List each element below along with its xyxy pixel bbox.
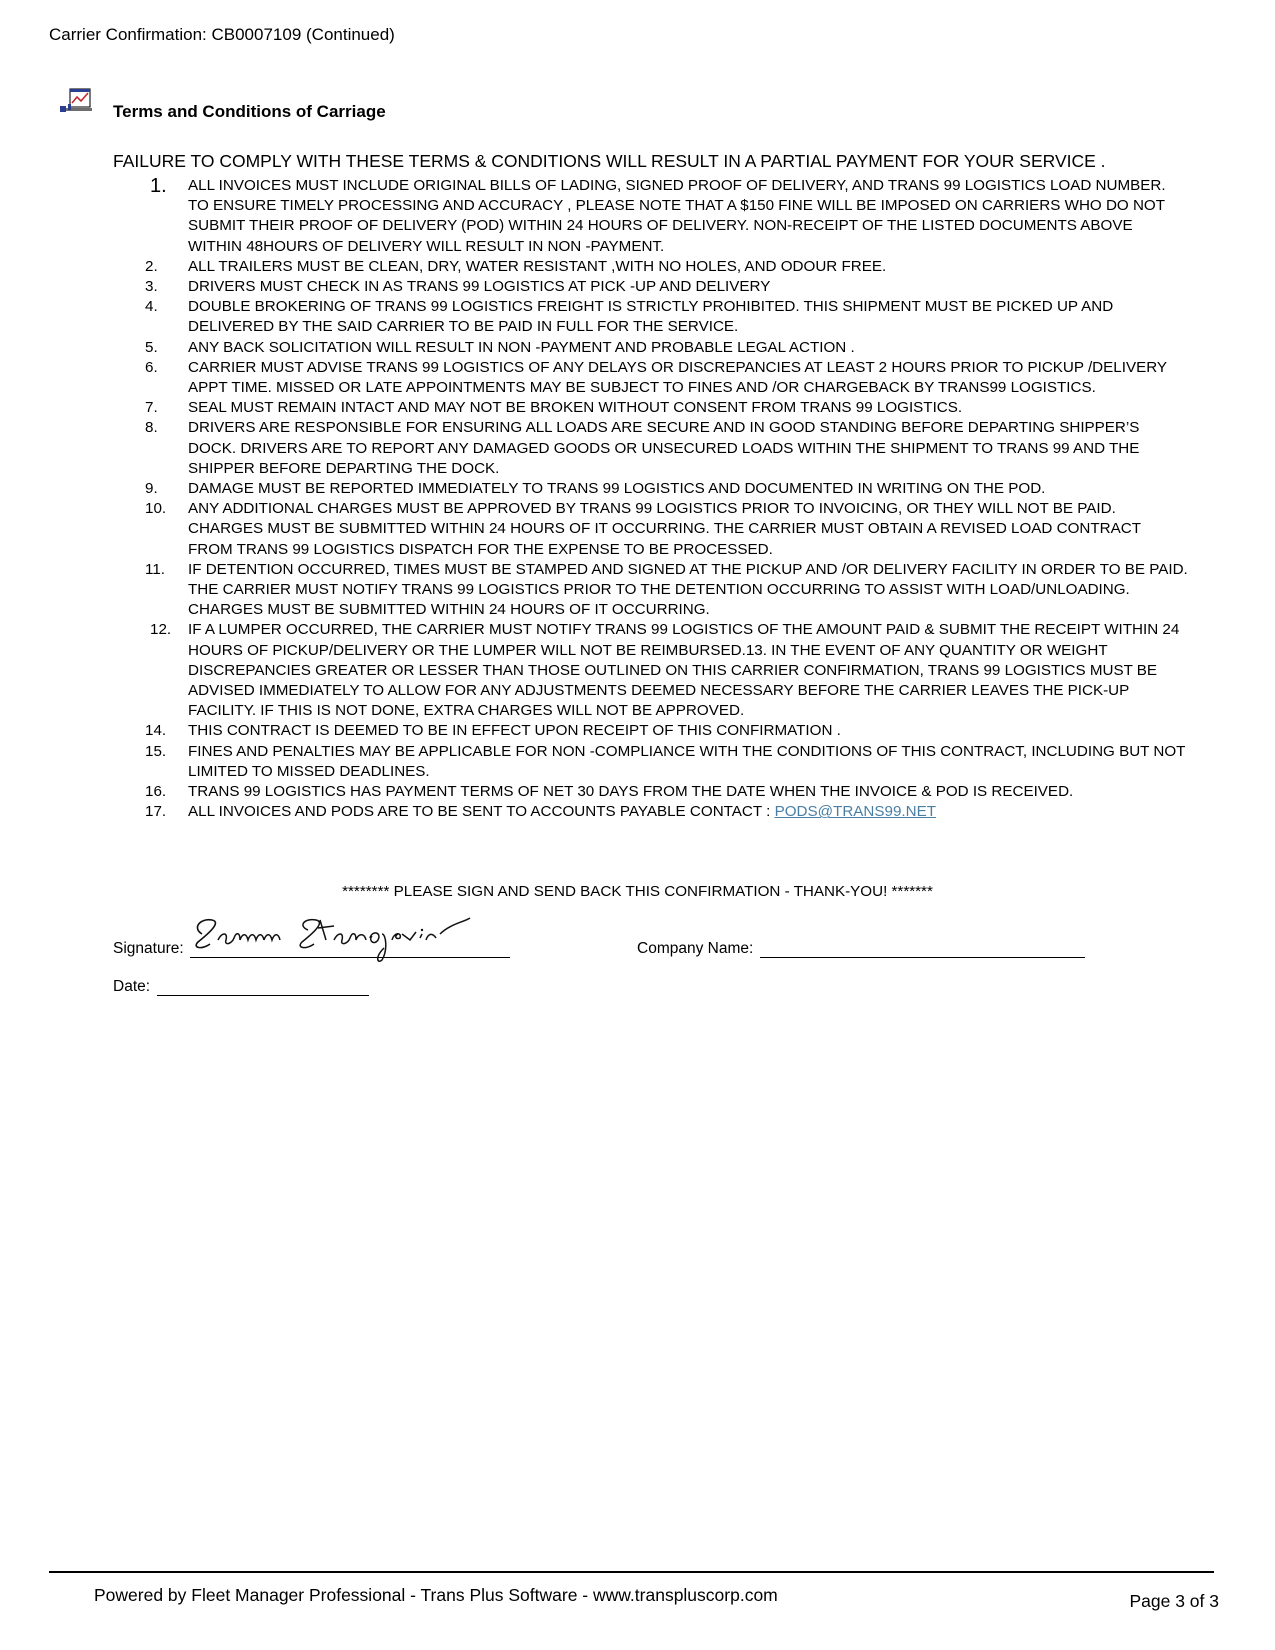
term-text: ALL INVOICES MUST INCLUDE ORIGINAL BILLS OF LADING, SIGNED PROOF OF DELIVERY, AND TRANS 99 LOGISTICS LOAD NUMBER. TO ENSURE TIMELY PROCESSING AND ACCURACY , PLEASE NOTE THAT A $150 FINE WILL BE IMPOSED ON CARRIERS WHO DO NOT SUBMIT THEIR PROOF OF DELIVERY (POD) WITHIN 24 HOURS OF DELIVERY. NON-RECEIPT OF THE LISTED DOCUMENTS ABOVE WITHIN 48HOURS OF DELIVERY WILL RESULT IN NON -PAYMENT.	[188, 177, 1166, 255]
footer-rule	[49, 1571, 1214, 1573]
term-text-body: ALL INVOICES AND PODS ARE TO BE SENT TO ACCOUNTS PAYABLE CONTACT :	[188, 803, 775, 821]
report-chart-icon	[60, 88, 96, 114]
term-item	[0, 802, 1188, 822]
term-number: 16.	[145, 783, 167, 801]
term-number: 4.	[145, 298, 158, 316]
term-item	[0, 418, 1188, 479]
term-item	[0, 620, 1188, 721]
term-item	[0, 721, 1188, 741]
term-item	[0, 560, 1188, 621]
term-text: SEAL MUST REMAIN INTACT AND MAY NOT BE BROKEN WITHOUT CONSENT FROM TRANS 99 LOGISTICS.	[188, 399, 963, 417]
date-line[interactable]	[157, 995, 369, 996]
term-text: CARRIER MUST ADVISE TRANS 99 LOGISTICS OF ANY DELAYS OR DISCREPANCIES AT LEAST 2 HOURS PRIOR TO PICKUP /DELIVERY APPT TIME. MISSED OR LATE APPOINTMENTS MAY BE SUBJECT TO FINES AND /OR CHARGEBACK BY TRANS99 LOGISTICS.	[188, 358, 1167, 397]
term-text: ANY ADDITIONAL CHARGES MUST BE APPROVED BY TRANS 99 LOGISTICS PRIOR TO INVOICING, OR THEY WILL NOT BE PAID. CHARGES MUST BE SUBMITTED WITHIN 24 HOURS OF IT OCCURRING. THE CARRIER MUST OBTAIN A REVISED LOAD CONTRACT FROM TRANS 99 LOGISTICS DISPATCH FOR THE EXPENSE TO BE PROCESSED.	[188, 500, 1141, 558]
term-number: 2.	[145, 257, 158, 275]
term-item	[0, 479, 1188, 499]
page-header-title: Carrier Confirmation: CB0007109 (Continued)	[49, 25, 395, 44]
sign-back-notice: ******** PLEASE SIGN AND SEND BACK THIS CONFIRMATION - THANK-YOU! *******	[342, 883, 933, 900]
term-text	[188, 802, 1188, 822]
term-number: 5.	[145, 338, 158, 356]
term-number: 7.	[145, 399, 158, 417]
term-number: 8.	[145, 419, 158, 437]
term-number: 1.	[150, 175, 167, 197]
term-text: TRANS 99 LOGISTICS HAS PAYMENT TERMS OF NET 30 DAYS FROM THE DATE WHEN THE INVOICE & POD IS RECEIVED.	[188, 783, 1074, 801]
term-text: THIS CONTRACT IS DEEMED TO BE IN EFFECT UPON RECEIPT OF THIS CONFIRMATION .	[188, 722, 841, 740]
term-number: 6.	[145, 358, 158, 376]
company-name-label: Company Name:	[637, 940, 754, 957]
footer-powered-by: Powered by Fleet Manager Professional - Trans Plus Software - www.transpluscorp.com	[94, 1585, 778, 1605]
term-item	[0, 257, 1188, 277]
term-text: ALL TRAILERS MUST BE CLEAN, DRY, WATER RESISTANT ,WITH NO HOLES, AND ODOUR FREE.	[188, 257, 887, 275]
term-number: 14.	[145, 722, 167, 740]
term-number: 3.	[145, 278, 158, 296]
term-item	[0, 398, 1188, 418]
terms-heading: Terms and Conditions of Carriage	[113, 102, 386, 121]
page-number: Page 3 of 3	[1129, 1591, 1219, 1611]
date-label: Date:	[113, 978, 151, 995]
term-number: 11.	[145, 560, 165, 578]
term-item	[0, 742, 1188, 782]
term-text: DAMAGE MUST BE REPORTED IMMEDIATELY TO TRANS 99 LOGISTICS AND DOCUMENTED IN WRITING ON THE POD.	[188, 480, 1046, 498]
term-number: 15.	[145, 742, 167, 760]
term-item	[0, 499, 1188, 560]
handwritten-signature	[188, 904, 478, 964]
signature-label: Signature:	[113, 940, 184, 957]
term-number: 10.	[145, 500, 167, 518]
term-text: DRIVERS ARE RESPONSIBLE FOR ENSURING ALL LOADS ARE SECURE AND IN GOOD STANDING BEFORE DEPARTING SHIPPER’S DOCK. DRIVERS ARE TO REPORT ANY DAMAGED GOODS OR UNSECURED LOADS WITHIN THE SHIPMENT TO TRANS 99 AND THE SHIPPER BEFORE DEPARTING THE DOCK.	[188, 419, 1140, 477]
term-item	[0, 176, 1188, 257]
term-text: DRIVERS MUST CHECK IN AS TRANS 99 LOGISTICS AT PICK -UP AND DELIVERY	[188, 278, 771, 296]
term-text: ANY BACK SOLICITATION WILL RESULT IN NON -PAYMENT AND PROBABLE LEGAL ACTION .	[188, 338, 855, 356]
term-text: IF DETENTION OCCURRED, TIMES MUST BE STAMPED AND SIGNED AT THE PICKUP AND /OR DELIVERY FACILITY IN ORDER TO BE PAID. THE CARRIER MUST NOTIFY TRANS 99 LOGISTICS PRIOR TO THE DETENTION OCCURRING TO ASSIST WITH LOAD/UNLOADING. CHARGES MUST BE SUBMITTED WITHIN 24 HOURS OF IT OCCURRING.	[188, 560, 1188, 619]
company-name-line[interactable]	[760, 957, 1085, 958]
term-number: 9.	[145, 480, 158, 498]
term-item	[0, 782, 1188, 802]
term-text: IF A LUMPER OCCURRED, THE CARRIER MUST NOTIFY TRANS 99 LOGISTICS OF THE AMOUNT PAID & SUBMIT THE RECEIPT WITHIN 24 HOURS OF PICKUP/DELIVERY OR THE LUMPER WILL NOT BE REIMBURSED.13. IN THE EVENT OF ANY QUANTITY OR WEIGHT DISCREPANCIES GREATER OR LESSER THAN THOSE OUTLINED ON THIS CARRIER CONFIRMATION, TRANS 99 LOGISTICS MUST BE ADVISED IMMEDIATELY TO ALLOW FOR ANY ADJUSTMENTS DEEMED NECESSARY BEFORE THE CARRIER LEAVES THE PICK-UP FACILITY. IF THIS IS NOT DONE, EXTRA CHARGES WILL NOT BE APPROVED.	[188, 621, 1180, 720]
term-number: 12.	[150, 621, 172, 639]
term-item	[0, 358, 1188, 398]
term-item	[0, 297, 1188, 337]
pods-email-link[interactable]: PODS@TRANS99.NET	[774, 803, 936, 821]
term-item	[0, 277, 1188, 297]
warning-text: FAILURE TO COMPLY WITH THESE TERMS & CONDITIONS WILL RESULT IN A PARTIAL PAYMENT FOR YOUR SERVICE .	[113, 151, 1106, 171]
term-number: 17.	[145, 803, 167, 821]
term-text: DOUBLE BROKERING OF TRANS 99 LOGISTICS FREIGHT IS STRICTLY PROHIBITED. THIS SHIPMENT MUST BE PICKED UP AND DELIVERED BY THE SAID CARRIER TO BE PAID IN FULL FOR THE SERVICE.	[188, 298, 1114, 336]
terms-list	[0, 176, 1275, 823]
term-text: FINES AND PENALTIES MAY BE APPLICABLE FOR NON -COMPLIANCE WITH THE CONDITIONS OF THIS CONTRACT, INCLUDING BUT NOT LIMITED TO MISSED DEADLINES.	[188, 742, 1186, 780]
term-item	[0, 338, 1188, 358]
